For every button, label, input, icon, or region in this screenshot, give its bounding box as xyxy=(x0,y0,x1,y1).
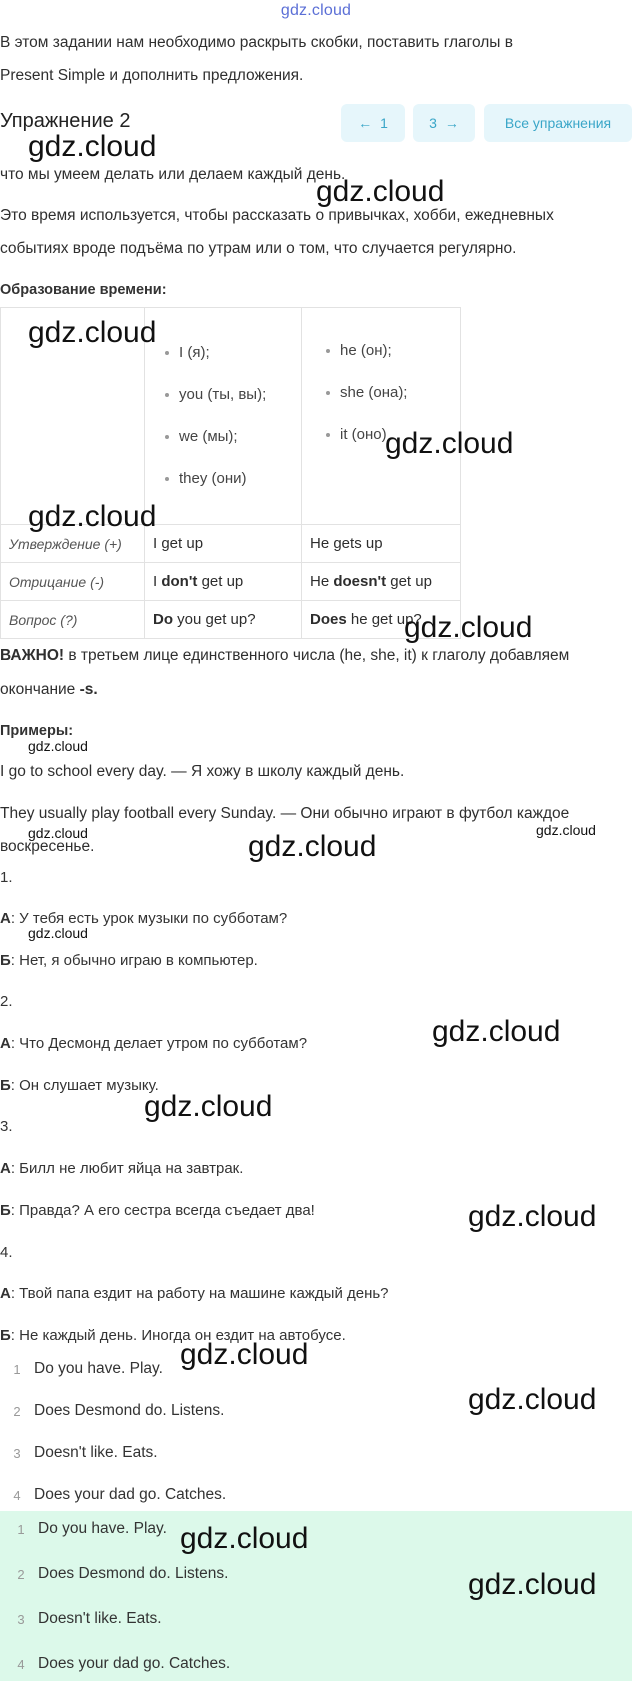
site-logo[interactable]: gdz.cloud xyxy=(280,2,352,19)
formation-table xyxy=(0,307,461,639)
watermark: gdz.cloud xyxy=(385,427,514,460)
answer-number: 4 xyxy=(13,1487,21,1503)
watermark: gdz.cloud xyxy=(248,830,377,863)
theory-line-2: Это время используется, чтобы рассказать о привычках, хобби, ежедневных xyxy=(0,207,554,224)
dialog-line-b: Б: Нет, я обычно играю в компьютер. xyxy=(0,952,258,969)
watermark: gdz.cloud xyxy=(28,925,88,941)
all-exercises-button[interactable] xyxy=(484,104,632,142)
list-item: they (они) xyxy=(165,458,293,500)
watermark: gdz.cloud xyxy=(468,1383,597,1416)
list-item: I (я); xyxy=(165,332,293,374)
list-item: he (он); xyxy=(326,330,452,372)
answer-text: Doesn't like. Eats. xyxy=(38,1610,162,1627)
watermark: gdz.cloud xyxy=(432,1015,561,1048)
watermark: gdz.cloud xyxy=(28,316,157,349)
answer-text: Does Desmond do. Listens. xyxy=(38,1565,229,1582)
watermark: gdz.cloud xyxy=(28,130,157,163)
table-cell: I get up xyxy=(145,525,302,563)
row-label: Утверждение (+) xyxy=(1,525,145,563)
row-label: Вопрос (?) xyxy=(1,601,145,639)
watermark: gdz.cloud xyxy=(28,825,88,841)
exercise-title: Упражнение 2 xyxy=(0,110,131,132)
intro-text-line-1: В этом задании нам необходимо раскрыть скобки, поставить глаголы в xyxy=(0,34,513,51)
prev-exercise-label: 1 xyxy=(380,115,388,131)
theory-line-1: что мы умеем делать или делаем каждый день. xyxy=(0,166,346,183)
example-2-line-1: They usually play football every Sunday. — Они обычно играют в футбол каждое xyxy=(0,805,570,822)
list-item xyxy=(4,1598,624,1640)
answer-text: Do you have. Play. xyxy=(38,1520,167,1537)
watermark: gdz.cloud xyxy=(144,1090,273,1123)
table-row xyxy=(1,601,461,639)
list-item: you (ты, вы); xyxy=(165,374,293,416)
watermark: gdz.cloud xyxy=(28,500,157,533)
prev-exercise-button[interactable] xyxy=(341,104,405,142)
table-cell: I don't get up xyxy=(145,563,302,601)
dialog-line-a: А: Твой папа ездит на работу на машине каждый день? xyxy=(0,1285,389,1302)
examples-heading: Примеры: xyxy=(0,723,74,739)
dialog-number: 2. xyxy=(0,993,13,1010)
answer-text: Do you have. Play. xyxy=(34,1360,163,1377)
dialog-line-a: А: Билл не любит яйца на завтрак. xyxy=(0,1160,244,1177)
all-exercises-label: Все упражнения xyxy=(504,115,612,131)
table-cell: Does he get up? xyxy=(302,601,461,639)
example-1: I go to school every day. — Я хожу в школу каждый день. xyxy=(0,763,405,780)
answer-text: Does Desmond do. Listens. xyxy=(34,1402,225,1419)
pronouns-plural-cell xyxy=(145,308,302,525)
watermark: gdz.cloud xyxy=(28,738,88,754)
list-item xyxy=(4,1508,624,1550)
dialog-line-b: Б: Правда? А его сестра всегда съедает два! xyxy=(0,1202,315,1219)
answer-text: Does your dad go. Catches. xyxy=(34,1486,227,1503)
list-item: she (она); xyxy=(326,372,452,414)
answer-number: 4 xyxy=(17,1656,25,1672)
answer-number: 2 xyxy=(17,1566,25,1582)
list-item xyxy=(0,1432,620,1474)
formation-heading: Образование времени: xyxy=(0,282,167,298)
important-note: ВАЖНО! в третьем лице единственного числа (he, she, it) к глаголу добавляем xyxy=(0,647,570,664)
answer-text: Does your dad go. Catches. xyxy=(38,1655,231,1672)
answer-number: 2 xyxy=(13,1403,21,1419)
watermark: gdz.cloud xyxy=(180,1338,309,1371)
dialog-line-b: Б: Не каждый день. Иногда он ездит на автобусе. xyxy=(0,1327,346,1344)
watermark: gdz.cloud xyxy=(180,1522,309,1555)
row-label: Отрицание (-) xyxy=(1,563,145,601)
dialog-number: 1. xyxy=(0,869,13,886)
answer-text: Doesn't like. Eats. xyxy=(34,1444,158,1461)
list-item: it (оно) xyxy=(326,414,452,456)
next-exercise-button[interactable] xyxy=(413,104,475,142)
list-item: we (мы); xyxy=(165,416,293,458)
dialog-line-b: Б: Он слушает музыку. xyxy=(0,1077,159,1094)
important-note-line-2: окончание -s. xyxy=(0,681,98,698)
answer-number: 3 xyxy=(13,1445,21,1461)
list-item xyxy=(4,1643,624,1685)
answer-number: 3 xyxy=(17,1611,25,1627)
dialog-number: 3. xyxy=(0,1118,13,1135)
arrow-left-icon: ← xyxy=(358,115,373,131)
table-cell: He gets up xyxy=(302,525,461,563)
watermark: gdz.cloud xyxy=(468,1200,597,1233)
theory-line-3: событиях вроде подъёма по утрам или о том, что случается регулярно. xyxy=(0,240,517,257)
watermark: gdz.cloud xyxy=(468,1568,597,1601)
dialog-line-a: А: Что Десмонд делает утром по субботам? xyxy=(0,1035,308,1052)
dialog-line-a: А: У тебя есть урок музыки по субботам? xyxy=(0,910,288,927)
dialog-number: 4. xyxy=(0,1244,13,1261)
answer-number: 1 xyxy=(17,1521,25,1537)
arrow-right-icon: → xyxy=(444,115,459,131)
table-cell: He doesn't get up xyxy=(302,563,461,601)
pronouns-third-person-cell xyxy=(302,308,461,525)
watermark: gdz.cloud xyxy=(536,822,596,838)
example-2-line-2: воскресенье. xyxy=(0,838,95,855)
table-row xyxy=(1,563,461,601)
watermark: gdz.cloud xyxy=(404,611,533,644)
answer-number: 1 xyxy=(13,1361,21,1377)
watermark: gdz.cloud xyxy=(316,175,445,208)
next-exercise-label: 3 xyxy=(429,115,437,131)
table-cell: Do you get up? xyxy=(145,601,302,639)
intro-text-line-2: Present Simple и дополнить предложения. xyxy=(0,67,304,84)
